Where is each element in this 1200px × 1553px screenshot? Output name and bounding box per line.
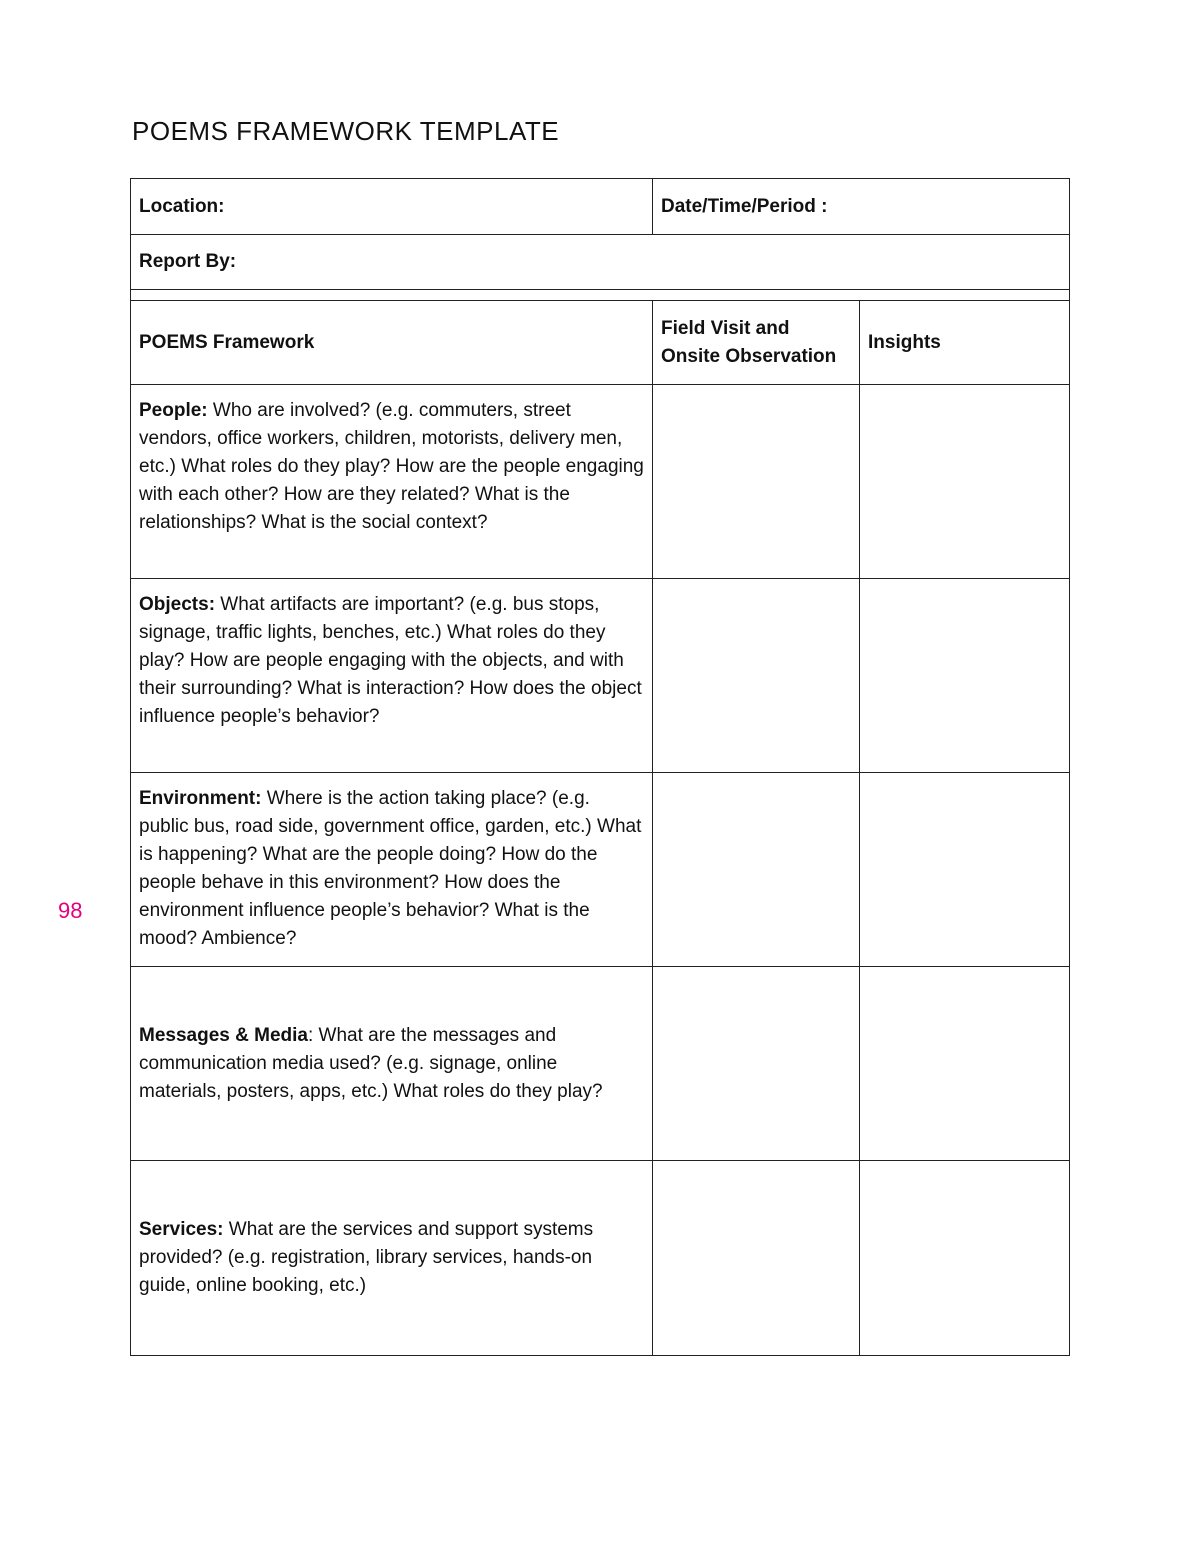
date-field[interactable] — [652, 179, 1069, 234]
table-row-messages-media — [131, 967, 1069, 1161]
people-description: People: Who are involved? (e.g. commuters, street vendors, office workers, children, motorists, delivery men, etc.) What roles do they play? How are the people engaging with each other? How are they related? What is the relationships? What is the social context? — [139, 400, 644, 533]
environment-description: Environment: Where is the action taking place? (e.g. public bus, road side, government office, garden, etc.) What is happening? What are the people doing? How do the people behave in this environment? How does the environment influence people’s behavior? What is the mood? Ambience? — [139, 788, 642, 949]
objects-field-visit-cell[interactable] — [652, 579, 859, 772]
report-by-field[interactable] — [131, 235, 1069, 289]
people-field-visit-cell[interactable] — [652, 385, 859, 578]
objects-insights-cell[interactable] — [859, 579, 1069, 772]
location-row — [131, 179, 1069, 235]
location-label: Location: — [139, 195, 225, 217]
table-header-row — [131, 301, 1069, 385]
header-insights: Insights — [859, 301, 1069, 384]
poems-form-table — [130, 178, 1070, 1356]
report-by-label: Report By: — [139, 251, 237, 272]
objects-description: Objects: What artifacts are important? (e.g. bus stops, signage, traffic lights, benches, etc.) What roles do they play? How are people engaging with the objects, and with their surrounding? What is interaction? How does the object influence people’s behavior? — [139, 594, 642, 727]
page-title: POEMS FRAMEWORK TEMPLATE — [132, 116, 560, 146]
header-field-visit: Field Visit and Onsite Observation — [652, 301, 859, 384]
location-field[interactable] — [131, 179, 652, 234]
environment-field-visit-cell[interactable] — [652, 773, 859, 966]
table-row-services — [131, 1161, 1069, 1355]
table-row-people — [131, 385, 1069, 579]
spacer-row — [131, 290, 1069, 301]
report-row — [131, 235, 1069, 290]
services-description: Services: What are the services and support systems provided? (e.g. registration, library services, hands-on guide, online booking, etc.) — [139, 1219, 594, 1296]
messages-media-description: Messages & Media: What are the messages and communication media used? (e.g. signage, online materials, posters, apps, etc.) What roles do they play? — [139, 1024, 603, 1102]
date-label: Date/Time/Period : — [661, 195, 828, 217]
environment-insights-cell[interactable] — [859, 773, 1069, 966]
table-row-objects — [131, 579, 1069, 773]
messages-media-insights-cell[interactable] — [859, 967, 1069, 1160]
people-insights-cell[interactable] — [859, 385, 1069, 578]
messages-media-field-visit-cell[interactable] — [652, 967, 859, 1160]
page-number: 98 — [58, 898, 83, 923]
services-insights-cell[interactable] — [859, 1161, 1069, 1355]
services-field-visit-cell[interactable] — [652, 1161, 859, 1355]
header-poems-framework: POEMS Framework — [139, 331, 315, 353]
table-row-environment — [131, 773, 1069, 967]
